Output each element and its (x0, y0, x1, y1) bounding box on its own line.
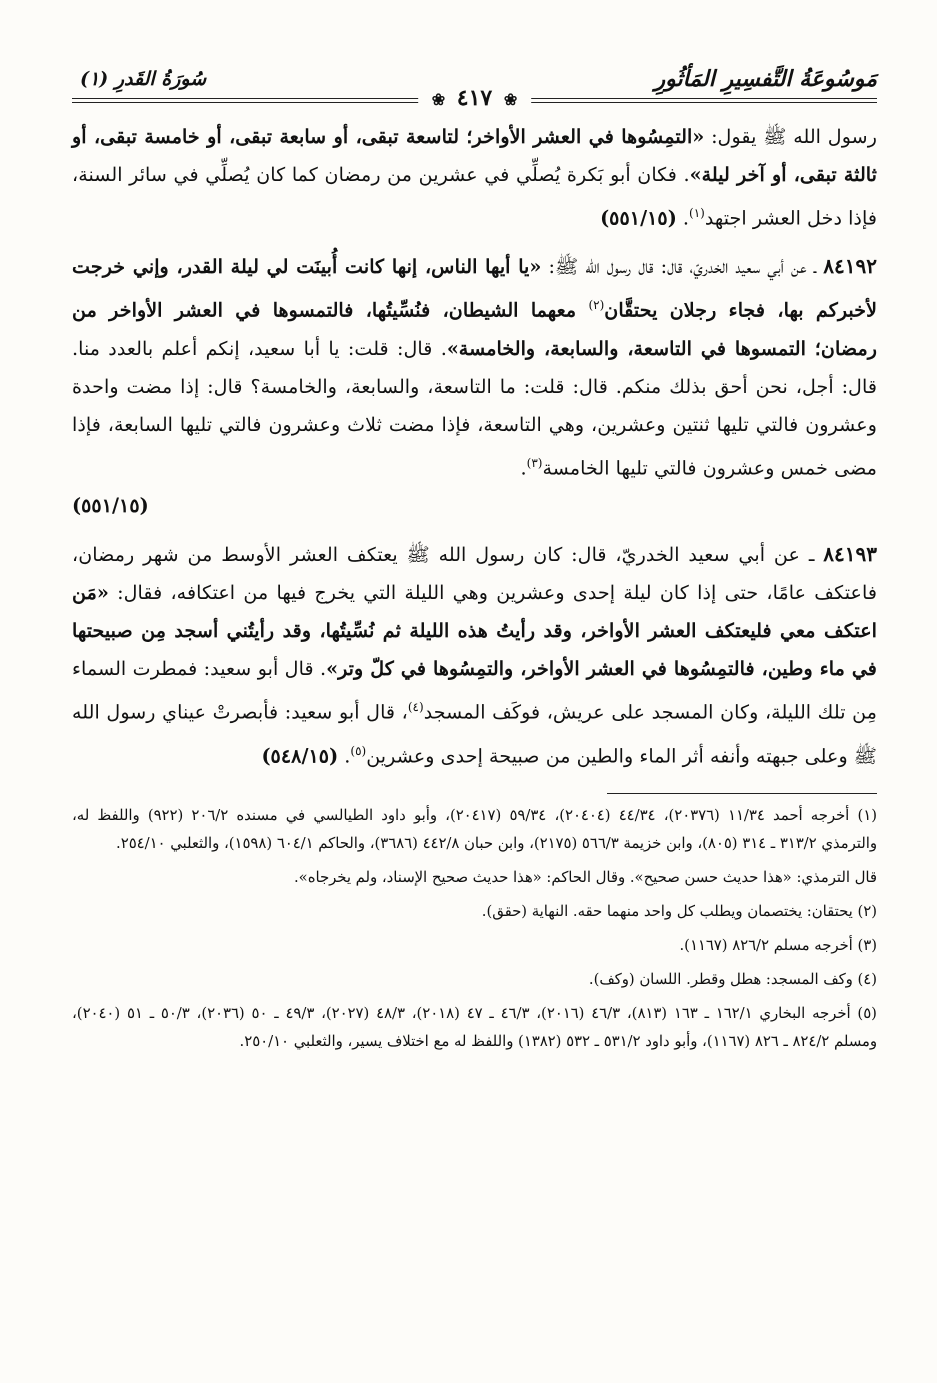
footnote: (١) أخرجه أحمد ١١/٣٤ (٢٠٣٧٦)، ٤٤/٣٤ (٢٠٤٠٤)، ٥٩/٣٤ (٢٠٤١٧)، وأبو داود الطيالسي في مسنده ٢٠٦/٢ (٩٢٢) واللفظ له، والترمذي ٣١٣/٢ ـ ٣١٤ (٨٠٥)، وابن خزيمة ٥٦٦/٣ (٢١٧٥)، وابن حبان ٤٤٢/٨ (٣٦٨٦)، والحاكم ٦٠٤/١ (١٥٩٨)، والثعلبي ٢٥٤/١٠. (72, 806, 877, 852)
text-segment: ـ عن أبي سعيد الخدريّ، قال: قال رسول الله ﷺ: (541, 255, 824, 279)
ornament-icon: ❀ (431, 90, 446, 109)
text-segment: . (338, 743, 351, 767)
surah-title: سُورَةُ القَدرِ (١) (80, 68, 207, 90)
hadith-quote: «يا أيها الناس، إنها كانت أُبينَت لي ليلة القدر، وإني خرجت لأخبركم بها، فجاء رجلان يحتقَّان (72, 255, 878, 322)
text-segment: ـ عن أبي سعيد الخدريّ، قال: كان رسول الله ﷺ يعتكف العشر الأوسط من شهر رمضان، فاعتكف عامًا، حتى إذا كان ليلة إحدى وعشرين وهي الليلة التي يخرج فيها من اعتكافه، فقال: (72, 543, 877, 605)
text-segment: . قال أبو سعيد: فمطرت السماء مِن تلك الليلة، وكان المسجد على عريش، فوكَف المسجد (72, 657, 877, 724)
page-number-box (418, 85, 532, 111)
footnote-separator (607, 793, 877, 794)
hadith-number: ٨٤١٩٣ (823, 542, 877, 567)
hadith-quote: «مَن اعتكف معي فليعتكف العشر الأواخر، وقد رأيتُ هذه الليلة ثم نُسِّيتُها، وقد رأيتُني أسجد مِن صبيحتها في ماء وطين، فالتمِسُوها في العشر الأواخر، والتمِسُوها في كلّ وتر» (72, 581, 877, 681)
footnote: قال الترمذي: «هذا حديث حسن صحيح». وقال الحاكم: «هذا حديث صحيح الإسناد، ولم يخرجاه». (293, 868, 877, 886)
hadith-quote: «التمِسُوها في العشر الأواخر؛ لتاسعة تبقى، أو سابعة تبقى، أو خامسة تبقى، أو ثالثة تبقى، أو آخر ليلة» (72, 125, 877, 186)
footnote: (٣) أخرجه مسلم ٨٢٦/٢ (١١٦٧). (679, 936, 877, 954)
footnote: (٥) أخرجه البخاري ١٦٢/١ ـ ١٦٣ (٨١٣)، ٤٦/٣ (٢٠١٦)، ٤٦/٣ ـ ٤٧ (٢٠١٨)، ٤٨/٣ (٢٠٢٧)، ٤٩/٣ ـ ٥٠ (٢٠٣٦)، ٥٠/٣ ـ ٥١ (٢٠٤٠)، ومسلم ٨٢٤/٢ ـ ٨٢٦ (١١٦٧)، وأبو داود ٥٣١/٢ ـ ٥٣٢ (١٣٨٢) واللفظ له مع اختلاف يسير، والثعلبي ٢٥٠/١٠. (72, 1004, 877, 1050)
page-header (72, 58, 877, 118)
source-reference: (٥٥١/١٥) (72, 494, 149, 518)
footnote-marker: (١) (689, 206, 705, 220)
hadith-paragraph (72, 118, 877, 237)
text-segment: . (520, 456, 527, 480)
text-segment: رسول الله ﷺ يقول: (704, 125, 877, 148)
hadith-number: ٨٤١٩٢ (823, 254, 877, 279)
ornament-icon: ❀ (503, 90, 518, 109)
footnotes (72, 802, 877, 1056)
main-text (72, 118, 877, 775)
hadith-paragraph (72, 535, 877, 775)
text-segment: . فكان أبو بَكرة يُصلِّي في عشرين من رمضان كما كان يُصلِّي في سائر السنة، فإذا دخل العشر اجتهد (72, 163, 877, 230)
footnote: (٤) وكف المسجد: هطل وقطر. اللسان (وكف). (588, 970, 877, 988)
source-reference: (٥٥١/١٥) (600, 206, 677, 230)
page-number: ٤١٧ (456, 85, 493, 111)
footnote-marker: (٣) (526, 455, 543, 470)
footnote: (٢) يحتقان: يختصمان ويطلب كل واحد منهما حقه. النهاية (حقق). (481, 902, 877, 920)
hadith-quote: معهما الشيطان، فنُسِّيتُها، فالتمسوها في العشر الأواخر من رمضان؛ التمسوها في التاسعة، والسابعة، والخامسة» (72, 298, 878, 360)
hadith-paragraph (72, 247, 877, 525)
text-segment: . (676, 206, 689, 230)
source-reference: (٥٤٨/١٥) (261, 743, 339, 767)
footnote-marker: (٢) (588, 298, 605, 313)
footnote-marker: (٤) (407, 700, 424, 715)
text-segment: . قال: قلت: يا أبا سعيد، إنكم أعلم بالعدد منا. قال: أجل، نحن أحق بذلك منكم. قال: قلت: ما التاسعة، والسابعة، والخامسة؟ قال: إذا مضت واحدة وعشرون فالتي تليها ثنتين وعشرين، وهي التاسعة، فإذا مضت ثلاث وعشرون فالتي تليها السابعة، فإذا مضى خمس وعشرون فالتي تليها الخامسة (72, 336, 877, 480)
text-segment: ، قال أبو سعيد: فأبصرتْ عيناي رسول الله ﷺ وعلى جبهته وأنفه أثر الماء والطين من صبيحة إحدى وعشرين (72, 700, 877, 767)
book-page (72, 58, 877, 1363)
footnote-marker: (٥) (350, 743, 367, 758)
book-title: مَوسُوعَةُ التَّفسِيرِ المَأثُورِ (654, 66, 877, 92)
